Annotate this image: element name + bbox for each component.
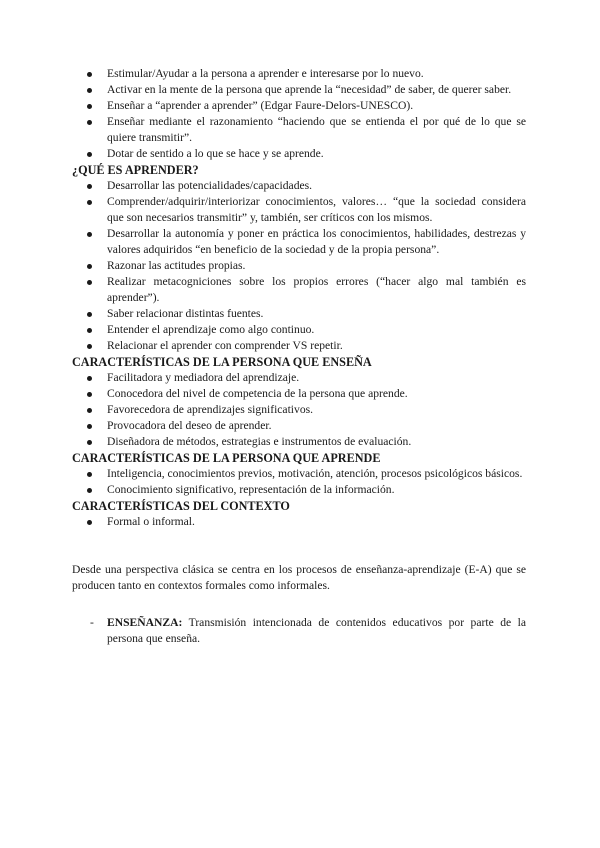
list-item: Desarrollar las potencialidades/capacidades. [107, 178, 526, 194]
list-item: Activar en la mente de la persona que aprende la “necesidad” de saber, de querer saber. [107, 82, 526, 98]
bullet-icon [87, 344, 92, 349]
definition-text: Transmisión intencionada de contenidos educativos por parte de la persona que enseña. [107, 616, 526, 645]
list-item: Provocadora del deseo de aprender. [107, 418, 526, 434]
dash-marker: - [90, 616, 94, 629]
intro-bullet-list [72, 66, 526, 162]
definition-term: ENSEÑANZA: [107, 616, 183, 629]
persona-que-ensena-list [72, 370, 526, 450]
section-heading-persona-que-ensena: CARACTERÍSTICAS DE LA PERSONA QUE ENSEÑA [72, 355, 372, 369]
list-item: Desarrollar la autonomía y poner en práctica los conocimientos, habilidades, destrezas y valores adquiridos “en beneficio de la sociedad y de la propia persona”. [107, 226, 526, 258]
list-item: Saber relacionar distintas fuentes. [107, 306, 526, 322]
bullet-icon [87, 472, 92, 477]
bullet-icon [87, 520, 92, 525]
bullet-icon [87, 72, 92, 77]
bullet-icon [87, 280, 92, 285]
bullet-icon [87, 408, 92, 413]
list-item: Facilitadora y mediadora del aprendizaje. [107, 370, 526, 386]
bullet-icon [87, 424, 92, 429]
bullet-icon [87, 200, 92, 205]
list-item: Formal o informal. [107, 514, 526, 530]
section-heading-contexto: CARACTERÍSTICAS DEL CONTEXTO [72, 499, 290, 513]
list-item: Realizar metacogniciones sobre los propios errores (“hacer algo mal también es aprender”). [107, 274, 526, 306]
contexto-list [72, 514, 526, 530]
que-es-aprender-list [72, 178, 526, 354]
list-item: Enseñar a “aprender a aprender” (Edgar Faure-Delors-UNESCO). [107, 98, 526, 114]
list-item: Conocimiento significativo, representación de la información. [107, 482, 526, 498]
bullet-icon [87, 328, 92, 333]
list-item: Estimular/Ayudar a la persona a aprender e interesarse por lo nuevo. [107, 66, 526, 82]
bullet-icon [87, 440, 92, 445]
list-item: Enseñar mediante el razonamiento “haciendo que se entienda el por qué de lo que se quiere transmitir”. [107, 114, 526, 146]
bullet-icon [87, 120, 92, 125]
list-item: Entender el aprendizaje como algo continuo. [107, 322, 526, 338]
list-item: Favorecedora de aprendizajes significativos. [107, 402, 526, 418]
list-item: Conocedora del nivel de competencia de la persona que aprende. [107, 386, 526, 402]
section-heading-persona-que-aprende: CARACTERÍSTICAS DE LA PERSONA QUE APRENDE [72, 451, 381, 465]
bullet-icon [87, 232, 92, 237]
bullet-icon [87, 392, 92, 397]
bullet-icon [87, 312, 92, 317]
list-item: Diseñadora de métodos, estrategias e instrumentos de evaluación. [107, 434, 526, 450]
list-item: Dotar de sentido a lo que se hace y se aprende. [107, 146, 526, 162]
bullet-icon [87, 152, 92, 157]
bullet-icon [87, 488, 92, 493]
section-heading-que-es-aprender: ¿QUÉ ES APRENDER? [72, 163, 199, 177]
bullet-icon [87, 104, 92, 109]
bullet-icon [87, 264, 92, 269]
persona-que-aprende-list [72, 466, 526, 498]
list-item: Inteligencia, conocimientos previos, motivación, atención, procesos psicológicos básicos. [107, 466, 526, 482]
list-item: Razonar las actitudes propias. [107, 258, 526, 274]
list-item: Relacionar el aprender con comprender VS repetir. [107, 338, 526, 354]
body-paragraph: Desde una perspectiva clásica se centra en los procesos de enseñanza-aprendizaje (E-A) que se producen tanto en contextos formales como informales. [72, 563, 526, 592]
bullet-icon [87, 184, 92, 189]
bullet-icon [87, 376, 92, 381]
definition-ensenanza [72, 615, 526, 647]
bullet-icon [87, 88, 92, 93]
list-item: Comprender/adquirir/interiorizar conocimientos, valores… “que la sociedad considera que son necesarios transmitir” y, también, ser críticos con los mismos. [107, 194, 526, 226]
